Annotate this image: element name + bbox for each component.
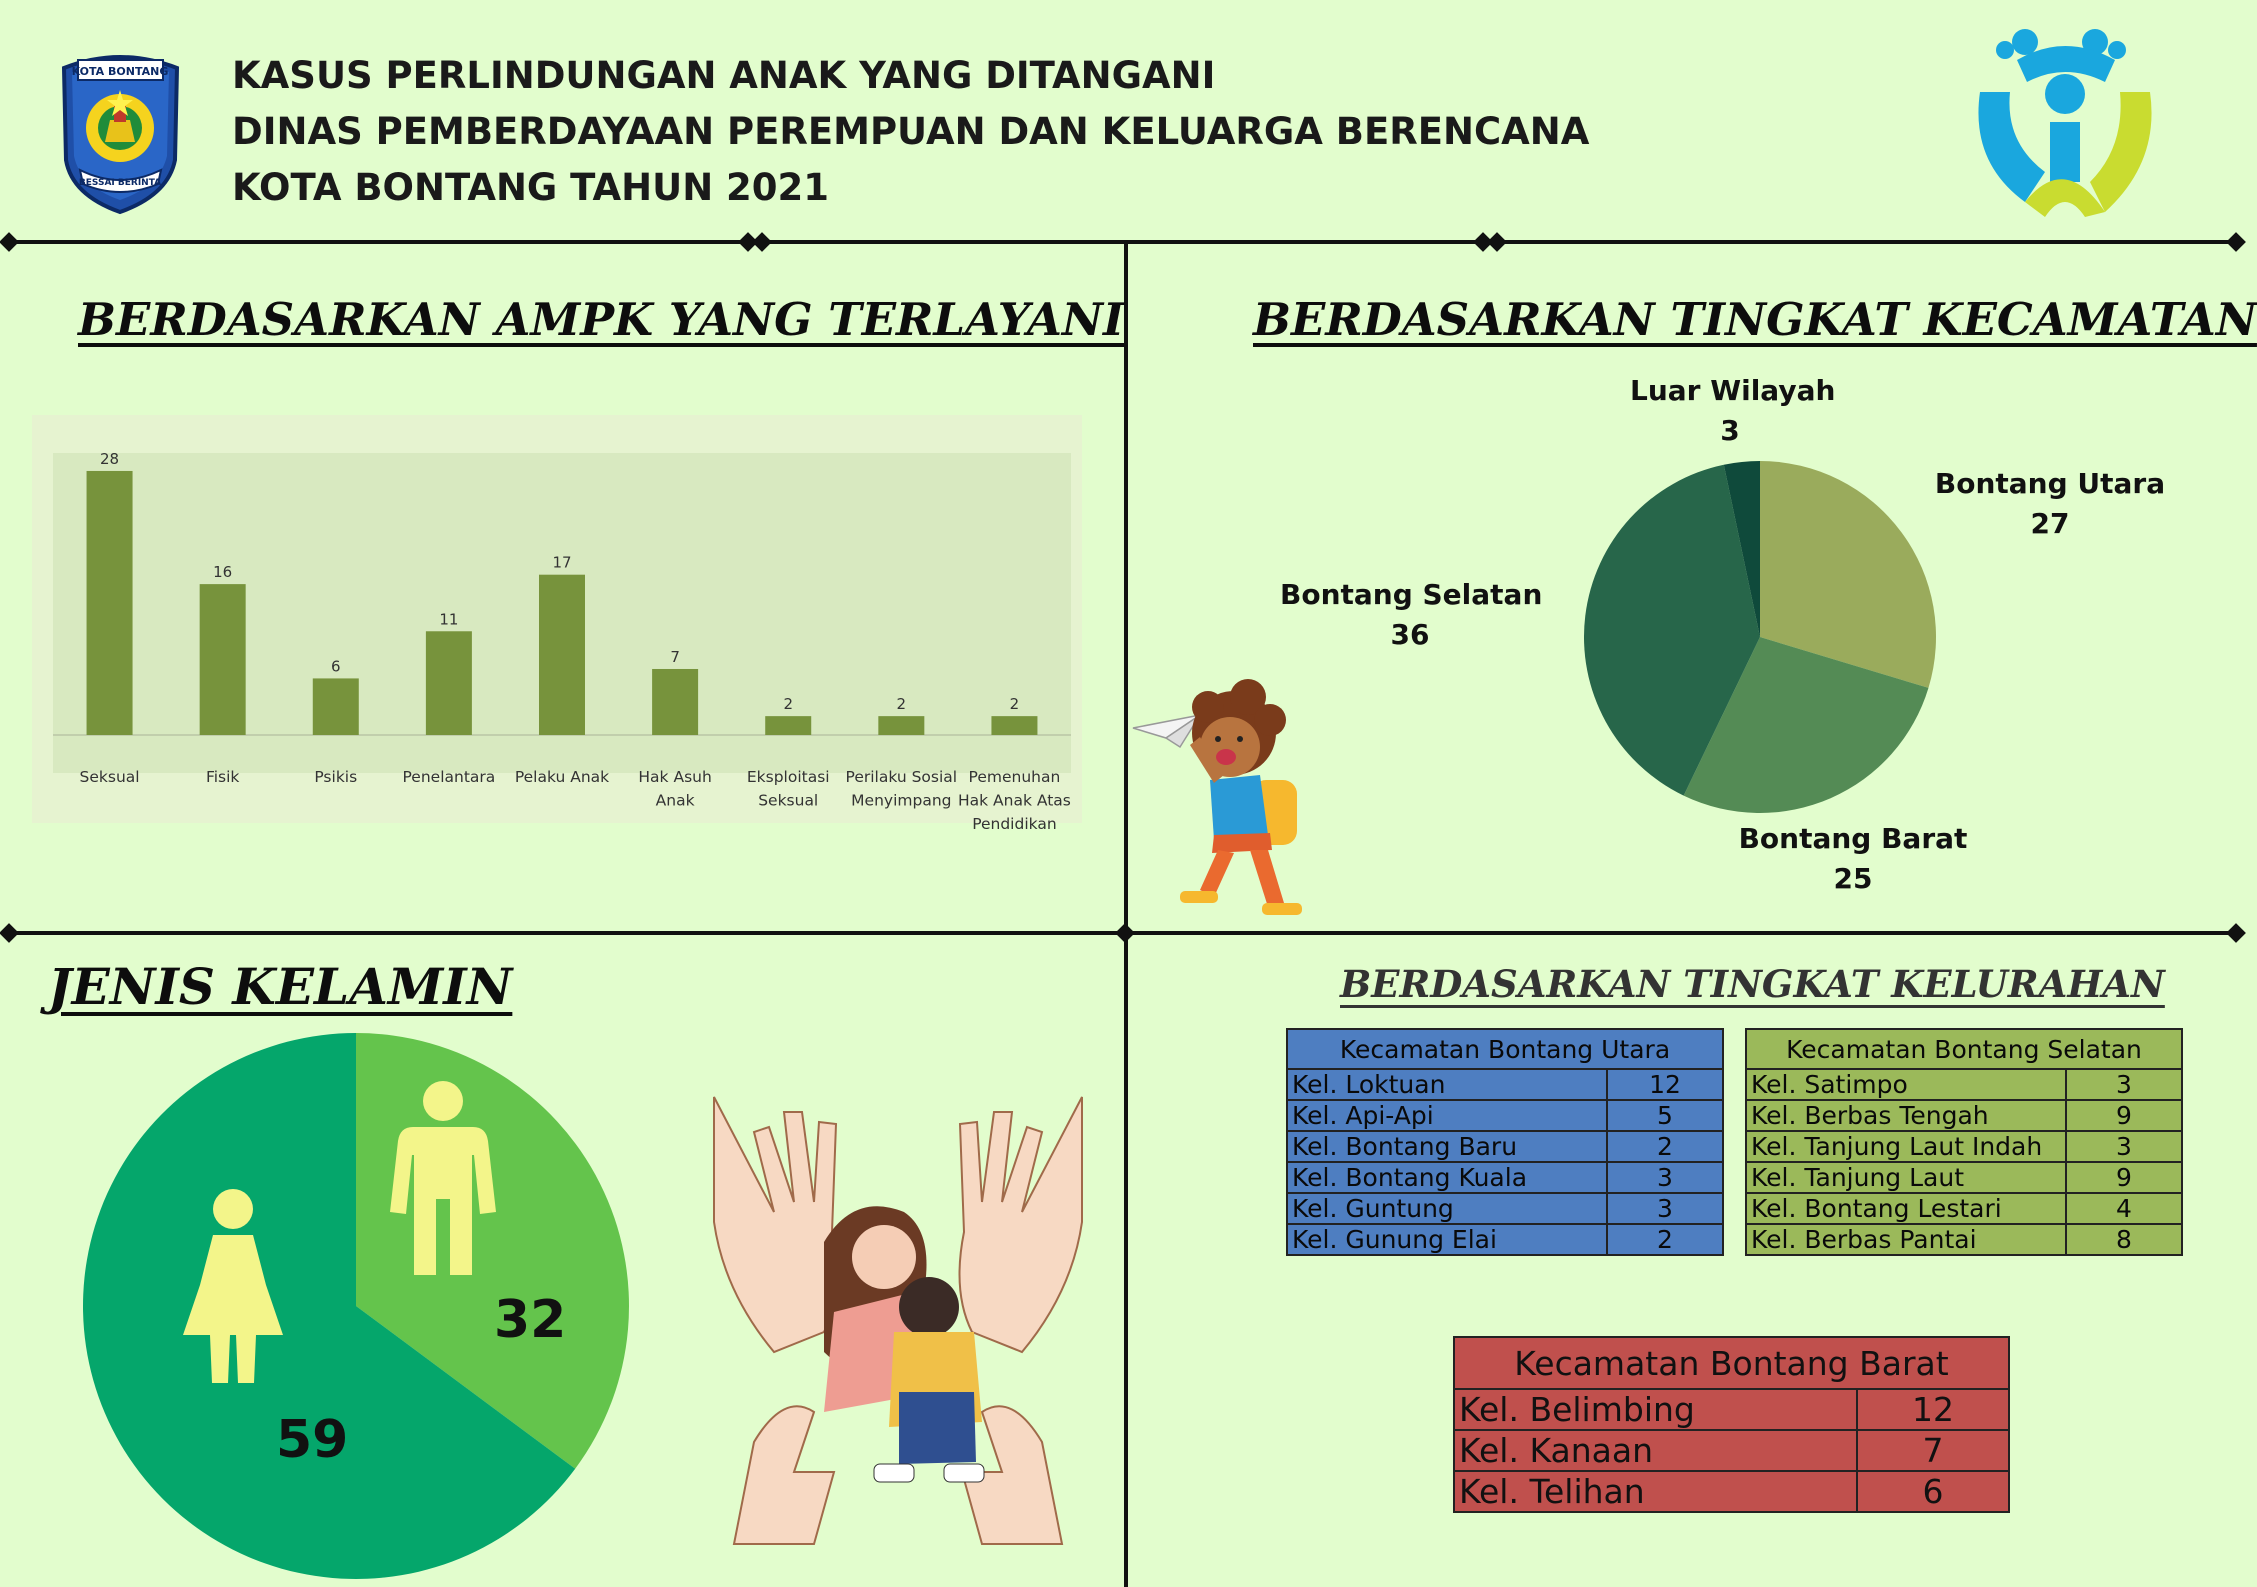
table-row: [1746, 1131, 2182, 1162]
kelurahan-count: 8: [2066, 1224, 2182, 1255]
pie-label-value: 36: [1390, 618, 1430, 651]
table-row: [1287, 1224, 1723, 1255]
divider-diamond: [1487, 232, 1507, 252]
kelurahan-count: 12: [1607, 1069, 1723, 1100]
bar: [539, 575, 585, 735]
kemenpppa-logo: [1965, 22, 2165, 222]
kelurahan-name: Kel. Tanjung Laut: [1746, 1162, 2066, 1193]
category-label: Perilaku Sosial: [845, 768, 958, 786]
category-label: Anak: [655, 791, 695, 810]
section-title-kelurahan: BERDASARKAN TINGKAT KELURAHAN: [1340, 962, 2165, 1006]
table-row: [1746, 1100, 2182, 1131]
kelurahan-name: Kel. Telihan: [1454, 1471, 1857, 1512]
pie-label-bontang-selatan: [1280, 575, 1543, 655]
table-row: [1287, 1100, 1723, 1131]
kelurahan-count: 9: [2066, 1100, 2182, 1131]
kelurahan-name: Kel. Guntung: [1287, 1193, 1607, 1224]
pie-label-luar-wilayah: [1630, 371, 1836, 451]
male-icon: [388, 1077, 498, 1277]
table-bontang-selatan: [1745, 1028, 2183, 1256]
pie-label-value: 25: [1833, 862, 1873, 895]
kelurahan-name: Kel. Bontang Kuala: [1287, 1162, 1607, 1193]
category-label: Hak Anak Atas: [958, 791, 1071, 810]
boy-paper-plane-illustration: [1130, 675, 1340, 925]
pie-label-value: 3: [1720, 414, 1740, 447]
bar: [765, 716, 811, 735]
section-title-kecamatan: BERDASARKAN TINGKAT KECAMATAN: [1253, 293, 2257, 346]
kelurahan-name: Kel. Berbas Tengah: [1746, 1100, 2066, 1131]
table-bontang-barat: [1453, 1336, 2010, 1513]
kota-bontang-emblem: [58, 50, 183, 215]
bar-value-label: 11: [439, 610, 459, 629]
vertical-divider: [1124, 242, 1128, 1587]
category-label: Menyimpang: [851, 791, 952, 810]
pie-label-bontang-utara: [1930, 464, 2170, 544]
bar-value-label: 7: [670, 647, 680, 666]
kelurahan-name: Kel. Tanjung Laut Indah: [1746, 1131, 2066, 1162]
kelurahan-count: 12: [1857, 1389, 2009, 1430]
kelurahan-name: Kel. Loktuan: [1287, 1069, 1607, 1100]
category-label: Penelantara: [402, 768, 496, 786]
table-row: [1454, 1471, 2009, 1512]
bar: [313, 678, 359, 735]
kelurahan-count: 5: [1607, 1100, 1723, 1131]
category-label: Pelaku Anak: [514, 768, 610, 786]
female-icon: [178, 1185, 288, 1385]
header-title: [232, 48, 1589, 216]
bar: [878, 716, 924, 735]
divider-diamond: [2226, 923, 2246, 943]
bar: [200, 584, 246, 735]
kelurahan-name: Kel. Satimpo: [1746, 1069, 2066, 1100]
section-title-kelamin: JENIS KELAMIN: [48, 957, 513, 1016]
table-bontang-utara: [1286, 1028, 1724, 1256]
pie-label-name: Bontang Selatan: [1280, 578, 1543, 611]
table-row: [1287, 1162, 1723, 1193]
svg-text:KOTA BONTANG: KOTA BONTANG: [71, 65, 169, 78]
table-row: [1454, 1430, 2009, 1471]
divider-diamond: [0, 923, 19, 943]
table-title: Kecamatan Bontang Selatan: [1746, 1029, 2182, 1069]
ampk-bar-chart: [32, 415, 1082, 833]
table-row: [1746, 1162, 2182, 1193]
bar: [426, 631, 472, 735]
kelurahan-name: Kel. Bontang Lestari: [1746, 1193, 2066, 1224]
pie-label-name: Bontang Utara: [1934, 467, 2166, 500]
kelurahan-count: 6: [1857, 1471, 2009, 1512]
kecamatan-pie-chart: [1580, 468, 1940, 806]
child-protection-illustration: [714, 1092, 1082, 1544]
category-label: Pendidikan: [972, 815, 1057, 833]
pie-label-name: Luar Wilayah: [1630, 374, 1836, 407]
header-line-3: KOTA BONTANG TAHUN 2021: [232, 166, 830, 209]
female-count: 59: [276, 1410, 349, 1470]
kelurahan-count: 9: [2066, 1162, 2182, 1193]
kelurahan-count: 4: [2066, 1193, 2182, 1224]
section-title-ampk: BERDASARKAN AMPK YANG TERLAYANI: [78, 293, 1125, 346]
kelurahan-count: 3: [2066, 1069, 2182, 1100]
kelurahan-count: 2: [1607, 1224, 1723, 1255]
bar-value-label: 2: [896, 695, 907, 714]
divider-diamond: [752, 232, 772, 252]
category-label: Pemenuhan: [968, 768, 1061, 786]
table-row: [1746, 1193, 2182, 1224]
ampk-bar-chart-svg: [32, 415, 1082, 833]
svg-text:BESSAI BERINTA: BESSAI BERINTA: [78, 178, 162, 188]
table-title: Kecamatan Bontang Utara: [1287, 1029, 1723, 1069]
kelurahan-name: Kel. Berbas Pantai: [1746, 1224, 2066, 1255]
category-label: Psikis: [314, 768, 358, 786]
bar-value-label: 16: [213, 563, 233, 582]
bar-value-label: 28: [100, 449, 120, 468]
pie-label-name: Bontang Barat: [1738, 822, 1968, 855]
pie-label-value: 27: [2030, 507, 2070, 540]
header-line-2: DINAS PEMBERDAYAAN PEREMPUAN DAN KELUARGA BERENCANA: [232, 110, 1590, 153]
table-row: [1746, 1224, 2182, 1255]
kelurahan-name: Kel. Kanaan: [1454, 1430, 1857, 1471]
category-label: Seksual: [758, 791, 819, 810]
divider-diamond: [0, 232, 19, 252]
table-row: [1454, 1389, 2009, 1430]
male-count: 32: [494, 1290, 567, 1350]
kelurahan-count: 7: [1857, 1430, 2009, 1471]
kelurahan-name: Kel. Bontang Baru: [1287, 1131, 1607, 1162]
bar-value-label: 17: [552, 553, 572, 572]
table-title: Kecamatan Bontang Barat: [1454, 1337, 2009, 1389]
kelurahan-count: 3: [2066, 1131, 2182, 1162]
category-label: Fisik: [205, 768, 240, 786]
table-row: [1746, 1069, 2182, 1100]
kelurahan-name: Kel. Gunung Elai: [1287, 1224, 1607, 1255]
kelurahan-name: Kel. Api-Api: [1287, 1100, 1607, 1131]
pie-label-bontang-barat: [1733, 819, 1973, 899]
table-row: [1287, 1131, 1723, 1162]
bar: [87, 471, 133, 735]
bar-value-label: 2: [1009, 695, 1020, 714]
category-label: Eksploitasi: [746, 768, 830, 786]
kelurahan-count: 3: [1607, 1162, 1723, 1193]
bar-value-label: 2: [783, 695, 793, 714]
table-row: [1287, 1193, 1723, 1224]
bar: [991, 716, 1037, 735]
bar-value-label: 6: [331, 657, 341, 676]
kelurahan-count: 2: [1607, 1131, 1723, 1162]
bar: [652, 669, 698, 735]
table-row: [1287, 1069, 1723, 1100]
kelurahan-count: 3: [1607, 1193, 1723, 1224]
kelurahan-name: Kel. Belimbing: [1454, 1389, 1857, 1430]
divider-diamond: [2226, 232, 2246, 252]
category-label: Hak Asuh: [638, 768, 712, 786]
category-label: Seksual: [79, 768, 140, 786]
top-divider: [8, 240, 2236, 244]
header-line-1: KASUS PERLINDUNGAN ANAK YANG DITANGANI: [232, 54, 1216, 97]
